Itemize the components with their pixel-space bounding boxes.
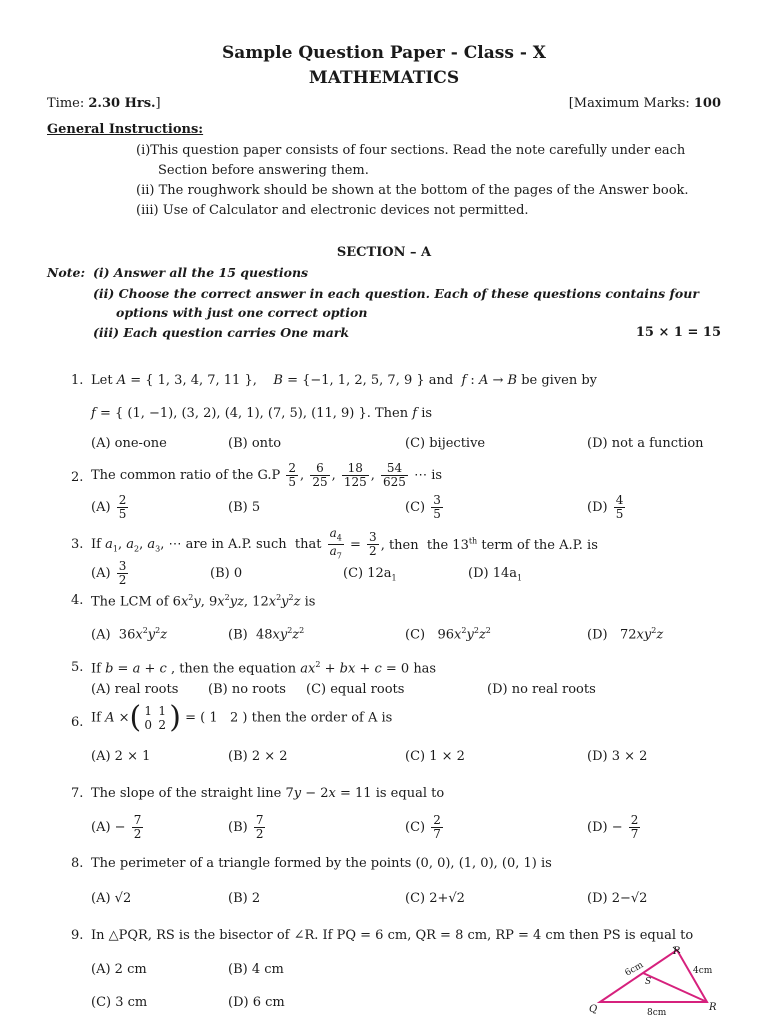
- q2-c-label: (C): [405, 500, 426, 515]
- q1-option-c[interactable]: (C) bijective: [405, 436, 486, 451]
- q2-number: 2.: [71, 470, 84, 485]
- q5-option-a[interactable]: (A) real roots: [91, 682, 179, 697]
- q3-c-label: (C) 12a: [343, 566, 392, 581]
- q4-d-label: (D): [587, 627, 608, 643]
- q5-text: If b = a + c , then the equation $ax^2$ + bx + c = 0 has: [91, 660, 437, 677]
- instruction-3: (iii) Use of Calculator and electronic devices not permitted.: [136, 203, 529, 218]
- q7-option-c[interactable]: (C) $\frac{2}{7}$: [405, 813, 441, 841]
- q3-number: 3.: [71, 537, 84, 552]
- q3-option-d[interactable]: (D) $14a_1$: [468, 566, 523, 583]
- section-title: SECTION – A: [336, 245, 432, 260]
- q3-option-a[interactable]: (A) $\frac{3}{2}$: [91, 559, 127, 587]
- q7-c-label: (C): [405, 820, 426, 835]
- q3-text: If $a_1$, $a_2$, $a_3$, ⋯ are in A.P. such that $\frac{a_4}{a_7}$ = $\frac{3}{2}$ , then the 13th term of the A.P. is: [91, 526, 598, 561]
- note-2-cont: options with just one correct option: [116, 305, 368, 320]
- q1-option-a[interactable]: (A) one-one: [91, 436, 167, 451]
- q7-text: The slope of the straight line 7y − 2x = 11 is equal to: [91, 786, 445, 801]
- q2-d-label: (D): [587, 500, 608, 515]
- marks-value: 100: [693, 96, 721, 111]
- q7-b-label: (B): [228, 820, 248, 835]
- time-info: [47, 96, 161, 111]
- q1-number: 1.: [71, 373, 84, 388]
- q4-option-c[interactable]: (C) $96x^2y^2z^2$: [405, 626, 491, 643]
- q7-d-label: (D): [587, 820, 608, 835]
- q5-stem-end: has: [413, 661, 437, 677]
- label-r: R: [709, 1002, 717, 1013]
- q3-d-label: (D) 14a: [468, 566, 517, 581]
- q3-a-label: (A): [91, 566, 111, 581]
- label-side-pr: 4cm: [693, 966, 713, 976]
- q6-number: 6.: [71, 715, 84, 730]
- instruction-1: (i)This question paper consists of four sections. Read the note carefully under each: [136, 143, 686, 158]
- q8-text: The perimeter of a triangle formed by the points (0, 0), (1, 0), (0, 1) is: [91, 856, 552, 871]
- q9-option-d[interactable]: (D) 6 cm: [228, 995, 285, 1010]
- q1-text: Let A = { 1, 3, 4, 7, 11 }, B = {−1, 1, 2, 5, 7, 9 } and f : A → B be given by: [91, 373, 598, 388]
- q5-option-d[interactable]: (D) no real roots: [487, 682, 596, 697]
- q2-option-b[interactable]: (B) 5: [228, 500, 261, 515]
- q2-a-label: (A): [91, 500, 111, 515]
- q4-option-d[interactable]: (D) $72xy^2z$: [587, 626, 664, 643]
- label-q: Q: [589, 1004, 598, 1015]
- q7-number: 7.: [71, 786, 84, 801]
- paper-title: Sample Question Paper - Class - X: [222, 43, 546, 63]
- q2-option-d[interactable]: (D) $\frac{4}{5}$: [587, 493, 624, 521]
- note-label: Note:: [47, 265, 86, 280]
- q1-option-d[interactable]: (D) not a function: [587, 436, 704, 451]
- q8-number: 8.: [71, 856, 84, 871]
- instruction-1-cont: Section before answering them.: [158, 163, 369, 178]
- q6-option-d[interactable]: (D) 3 × 2: [587, 749, 648, 764]
- note-2: (ii) Choose the correct answer in each question. Each of these questions contains four: [93, 286, 699, 301]
- q8-option-a[interactable]: (A) √2: [91, 891, 132, 906]
- q5-number: 5.: [71, 660, 84, 675]
- q8-option-d[interactable]: (D) 2−√2: [587, 891, 648, 906]
- q4-text: The LCM of $6x^2y$, $9x^2yz$, $12x^2y^2z$ is: [91, 593, 316, 610]
- q5-option-c[interactable]: (C) equal roots: [306, 682, 405, 697]
- q2-stem: The common ratio of the G.P: [91, 468, 281, 483]
- time-label: Time:: [47, 96, 89, 111]
- section-marks: 15 × 1 = 15: [635, 325, 721, 340]
- q3-option-b[interactable]: (B) 0: [210, 566, 243, 581]
- note-3: (iii) Each question carries One mark: [93, 325, 350, 340]
- q7-stem: The slope of the straight line: [91, 786, 282, 801]
- q4-number: 4.: [71, 593, 84, 608]
- bisector-rs: [643, 973, 707, 1002]
- q8-option-b[interactable]: (B) 2: [228, 891, 261, 906]
- q6-stem-end: then the order of A is: [251, 710, 393, 726]
- q7-option-a[interactable]: (A) − $\frac{7}{2}$: [91, 813, 142, 841]
- label-s: S: [645, 977, 652, 987]
- q9-option-c[interactable]: (C) 3 cm: [91, 995, 148, 1010]
- q9-text: In △PQR, RS is the bisector of ∠R. If PQ = 6 cm, QR = 8 cm, RP = 4 cm then PS is equal to: [91, 928, 694, 943]
- q1-option-b[interactable]: (B) onto: [228, 436, 282, 451]
- marks-label: [Maximum Marks:: [568, 96, 694, 111]
- q7-option-b[interactable]: (B) $\frac{7}{2}$: [228, 813, 264, 841]
- q4-c-label: (C): [405, 627, 426, 643]
- q8-option-c[interactable]: (C) 2+√2: [405, 891, 465, 906]
- q4-option-b[interactable]: (B) $48xy^2z^2$: [228, 626, 305, 643]
- q4-a-label: (A): [91, 627, 111, 643]
- q7-a-label: (A): [91, 820, 111, 835]
- label-p: P: [673, 946, 680, 957]
- label-side-pq: 6cm: [623, 960, 646, 979]
- q4-stem: The LCM of: [91, 594, 169, 610]
- note-1: (i) Answer all the 15 questions: [93, 265, 309, 280]
- q2-text: The common ratio of the G.P $\frac{2}{5}$ , $\frac{6}{25}$ , $\frac{18}{125}$ , $\frac{54}{625}$ ⋯ is: [91, 461, 443, 489]
- q6-option-b[interactable]: (B) 2 × 2: [228, 749, 288, 764]
- instruction-2: (ii) The roughwork should be shown at the bottom of the pages of the Answer book.: [136, 183, 689, 198]
- q2-option-a[interactable]: (A) $\frac{2}{5}$: [91, 493, 127, 521]
- q6-option-a[interactable]: (A) 2 × 1: [91, 749, 151, 764]
- q9-option-b[interactable]: (B) 4 cm: [228, 962, 284, 977]
- q6-text: If A ×( 1 1 0 2 ) = ( 1 2 ) then the order of A is: [91, 700, 393, 735]
- time-value: 2.30 Hrs.: [88, 96, 156, 111]
- q9-number: 9.: [71, 928, 84, 943]
- q7-stem-end: is equal to: [375, 786, 445, 801]
- subject-title: MATHEMATICS: [308, 68, 460, 88]
- max-marks: [569, 96, 721, 111]
- q9-option-a[interactable]: (A) 2 cm: [91, 962, 147, 977]
- q4-option-a[interactable]: (A) $36x^2y^2z$: [91, 626, 168, 643]
- time-suffix: ]: [155, 96, 161, 111]
- q6-option-c[interactable]: (C) 1 × 2: [405, 749, 465, 764]
- q2-option-c[interactable]: (C) $\frac{3}{5}$: [405, 493, 441, 521]
- triangle-pqr-figure: [585, 940, 725, 1020]
- q1-text-2: f = { (1, −1), (3, 2), (4, 1), (7, 5), (11, 9) }. Then f is: [91, 406, 433, 421]
- instructions-heading: General Instructions:: [47, 122, 204, 137]
- q7-option-d[interactable]: (D) − $\frac{2}{7}$: [587, 813, 639, 841]
- q5-option-b[interactable]: (B) no roots: [208, 682, 286, 697]
- label-side-qr: 8cm: [647, 1008, 667, 1018]
- q4-b-label: (B): [228, 627, 248, 643]
- q3-option-c[interactable]: (C) $12a_1$: [343, 566, 397, 583]
